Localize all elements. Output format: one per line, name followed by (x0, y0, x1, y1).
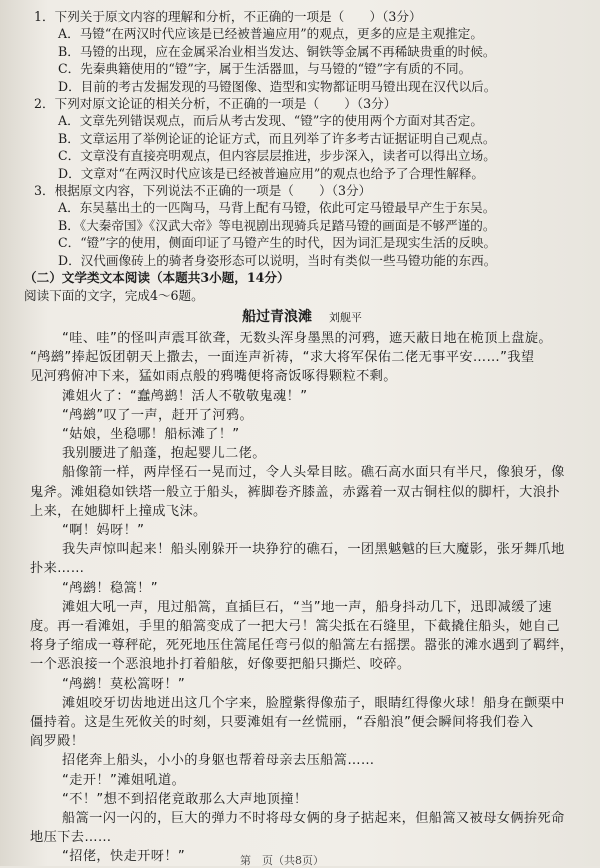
story-line: “鸬鹚”叹了一声，赶开了河鸦。 (62, 407, 254, 423)
story-line: “鸬鹚”捧起饭团朝天上撒去，一面连声祈祷，“求大将军保佑二佬无事平安……”我望 (30, 350, 535, 366)
question-stem: 3．根据原文内容，下列说法不正确的一项是（ ）（3分） (34, 183, 372, 199)
question-option: A．马镫“在两汉时代应该是已经被普遍应用”的观点，更多的应是主观推定。 (58, 26, 483, 42)
questions-block (22, 8, 582, 269)
question-option: D．文章对“在两汉时代应该是已经被普遍应用”的观点也给予了合理性解释。 (58, 165, 484, 181)
question-option: B．文章运用了举例论证的论证方式，而且列举了许多考古证据证明自己观点。 (58, 130, 496, 146)
story-line: 船像箭一样，两岸怪石一晃而过，令人头晕目眩。礁石高水面只有半尺，像狼牙，像 (62, 465, 565, 481)
story-line: “姑娘，坐稳哪！船标滩了！” (62, 426, 240, 442)
story-title-row (22, 306, 582, 329)
question-option: D．目前的考古发掘发现的马镫图像、造型和实物都证明马镫出现在汉代以后。 (58, 78, 497, 94)
story-line: 船篙一闪一闪的，巨大的弹力不时将母女俩的身子掂起来，但船篙又被母女俩拚死命 (62, 810, 565, 826)
story-line: 地压下去…… (30, 830, 112, 846)
story-line: 滩姐咬牙切齿地迸出这几个字来，脸膛紫得像茄子，眼睛红得像火球！船身在颤栗中 (62, 695, 565, 711)
story-line: 滩姐火了：“蠢鸬鹚！活人不敬敬鬼魂！” (62, 388, 308, 404)
section-instruction: 阅读下面的文字，完成4～6题。 (24, 287, 204, 303)
question-option: B．《大秦帝国》《汉武大帝》等电视剧出现骑兵足踏马镫的画面是不够严谨的。 (58, 217, 496, 233)
question-option: A．东吴墓出土的一匹陶马，马背上配有马镫，依此可定马镫最早产生于东吴。 (58, 200, 496, 216)
story-line: “哇、哇”的怪叫声震耳欲聋，无数头浑身墨黑的河鸦，遮天蔽日地在桅顶上盘旋。 (62, 330, 553, 346)
story-title: 船过青浪滩 (242, 308, 313, 325)
story-line: 我失声惊叫起来！船头刚躲开一块狰狞的礁石，一团黑魆魆的巨大魔影，张牙舞爪地 (62, 542, 565, 558)
story-line: 见河鸦俯冲下来，猛如雨点般的鸦嘴便将斋饭啄得颗粒不剩。 (30, 369, 397, 385)
story-line: 上来，在她脚杆上撞成飞沫。 (30, 503, 207, 519)
story-line: 一个恶浪接一个恶浪地扑打着船舷，好像要把船只撕烂、咬碎。 (30, 657, 411, 673)
story-line: “鸬鹚！稳篙！” (62, 580, 158, 596)
story-line: 招佬奔上船头，小小的身躯也帮着母亲去压船篙…… (62, 753, 375, 769)
question-option: C．“镫”字的使用，侧面印证了马镫产生的时代，因为词汇是现实生活的反映。 (58, 235, 497, 251)
story-line: “走开！”滩姐吼道。 (62, 772, 186, 788)
story-line: 度。再一看滩姐，手里的船篙变成了一把大弓！篙尖抵在石缝里，下截撬住船头，她自己 (30, 618, 560, 634)
question-option: C．文章没有直接亮明观点，但内容层层推进，步步深入，读者可以得出立场。 (58, 148, 496, 164)
story-line: 我别腰进了船蓬，抱起婴儿二佬。 (62, 446, 266, 462)
question-option: C．先秦典籍使用的“镫”字，属于生活器皿，与马镫的“镫”字有质的不同。 (58, 61, 472, 77)
story-line: 僵持着。这是生死攸关的时刻，只要滩姐有一丝慌丽，“吞船浪”便会瞬间将我们卷入 (30, 714, 534, 730)
story-line: “啊！妈呀！” (62, 522, 145, 538)
question-stem: 1．下列关于原文内容的理解和分析，不正确的一项是（ ）（3分） (34, 9, 422, 24)
story-line: 滩姐大吼一声，甩过船篙，直插巨石，“当”地一声，船身抖动几下，迅即减缓了速 (62, 599, 553, 615)
story-author: 刘舰平 (328, 310, 362, 324)
story-body (22, 329, 582, 867)
question-option: B．马镫的出现，应在金属采冶业相当发达、铜铁等金属不再稀缺贵重的时候。 (58, 43, 496, 59)
story-line: 阎罗殿！ (30, 734, 85, 750)
story-line: 将身子缩成一尊秤砣，死死地压住篙尾任弯弓似的船篙左右摇摆。嚣张的滩水遇到了羁绊， (30, 638, 574, 654)
story-line: 扑来…… (30, 561, 85, 577)
story-line: 鬼斧。滩姐稳如铁塔一般立于船头，裤脚卷齐膝盖，赤露着一双古铜柱似的脚杆，大浪扑 (30, 484, 560, 500)
section-heading: （二）文学类文本阅读（本题共3小题，14分） (24, 270, 290, 286)
question-option: D．汉代画像砖上的骑者身姿形态可以说明，当时有类似一些马镫功能的东西。 (58, 252, 497, 268)
page-footer: 第 页（共8页） (240, 854, 324, 867)
question-stem: 2．下列对原文论证的相关分析，不正确的一项是（ ）（3分） (34, 96, 397, 112)
story-line: “不！”想不到招佬竟敢那么大声地顶撞！ (62, 791, 308, 807)
question-option: A．文章先列错误观点，而后从考古发现、“镫”字的使用两个方面对其否定。 (58, 113, 483, 129)
story-line: “招佬，快走开呀！” (62, 849, 186, 865)
story-line: “鸬鹚！莫松篙呀！” (62, 676, 186, 692)
